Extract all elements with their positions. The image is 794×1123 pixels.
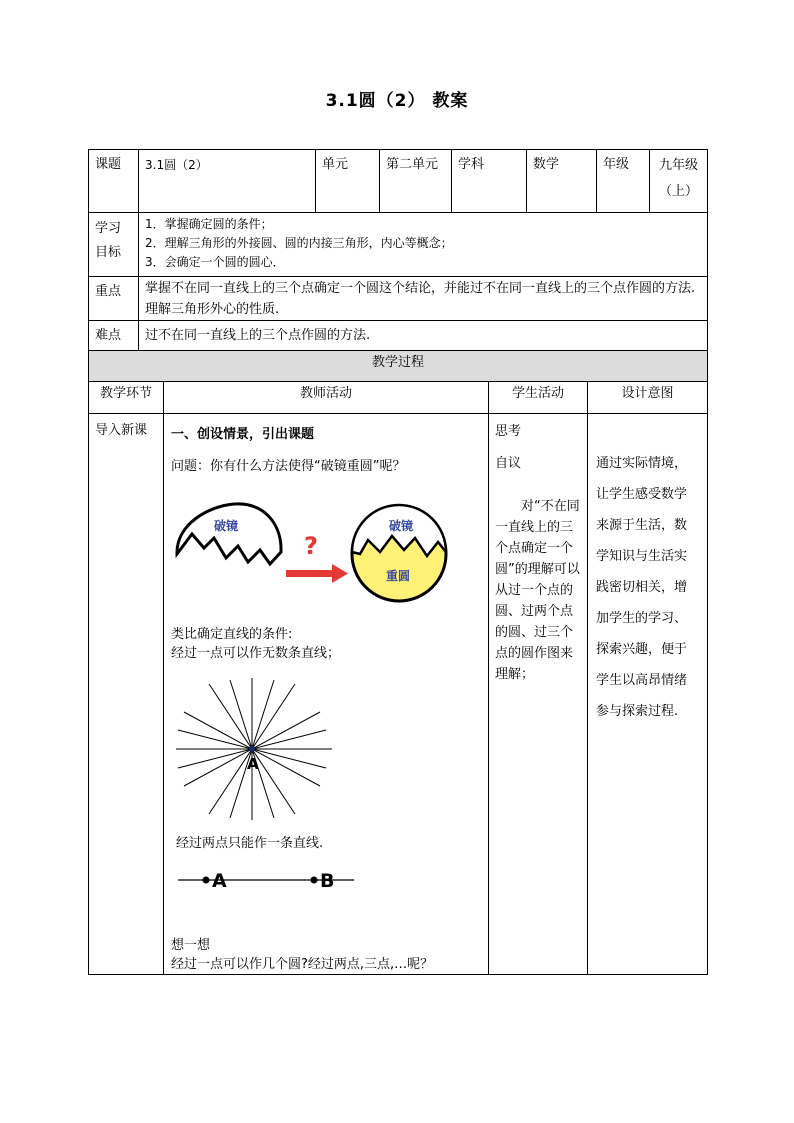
arrow-head [332, 564, 348, 583]
point-a-label: A [247, 755, 259, 773]
question-mark: ? [304, 532, 318, 560]
analogy-text [171, 625, 340, 663]
student-think: 思考 [495, 424, 522, 439]
key-label: 重点 [95, 284, 122, 299]
stage-label: 导入新课 [95, 423, 148, 438]
section-title: 一、创设情景，引出课题 [171, 427, 315, 442]
restored-top-label: 破镜 [389, 519, 414, 533]
course-value: 3.1圆（2） [145, 158, 208, 172]
goals-label: 学习目标 [95, 221, 122, 260]
two-points-text: 经过两点只能作一条直线. [176, 836, 324, 851]
broken-mirror-shape [177, 504, 281, 564]
point-b-dot-line [311, 877, 318, 884]
lesson-meta-table [88, 149, 708, 351]
broken-mirror-illustration [164, 494, 489, 694]
col-teacher: 教师活动 [164, 382, 489, 414]
restored-bottom-label: 重圆 [386, 569, 411, 583]
goals-list [139, 213, 707, 272]
think-block [171, 936, 433, 974]
difficulty-value: 过不在同一直线上的三个点作圆的方法. [145, 328, 371, 343]
col-stage: 教学环节 [89, 382, 164, 414]
design-intent: 通过实际情境，让学生感受数学来源于生活，数学知识与生活实践密切相关，增加学生的学习、探索兴趣，便于学生以高昂情绪参与探索过程. [596, 456, 688, 719]
course-label: 课题 [95, 157, 122, 172]
teaching-process-table [88, 350, 708, 975]
student-activity [489, 414, 587, 685]
think-title: 想一想 [171, 938, 211, 953]
col-student: 学生活动 [489, 382, 588, 414]
subject-label: 学科 [458, 157, 485, 172]
question-text: 问题：你有什么方法使得“破镜重圆”呢？ [171, 459, 406, 474]
page-title: 3.1圆（2） 教案 [325, 91, 469, 111]
point-a-dot-line [203, 877, 210, 884]
think-question: 经过一点可以作几个圆?经过两点,三点,…呢？ [171, 957, 434, 972]
analogy-line: 类比确定直线的条件: [171, 627, 293, 642]
unit-value: 第二单元 [386, 157, 439, 172]
broken-mirror-label: 破镜 [214, 519, 239, 533]
student-understanding: 对“不在同一直线上的三个点确定一个圆”的理解可以从过一个点的圆、过两个点的圆、过三个点的圆作图来理解； [495, 499, 580, 682]
grade-value: 九年级（上） [658, 158, 698, 199]
goal-item: 3．会确定一个圆的圆心． [145, 255, 285, 269]
point-a-dot [249, 746, 255, 752]
student-discuss: 自议 [495, 456, 522, 471]
line-through-two-points [164, 859, 364, 899]
process-header: 教学过程 [89, 351, 708, 382]
line-point-a-label: A [212, 870, 227, 892]
line-point-b-label: B [320, 870, 335, 892]
unit-label: 单元 [322, 157, 349, 172]
subject-value: 数学 [533, 157, 560, 172]
goal-item: 1．掌握确定圆的条件； [145, 217, 273, 231]
lines-through-point-diagram [164, 672, 344, 822]
one-point-line: 经过一点可以作无数条直线； [171, 646, 341, 661]
key-value: 掌握不在同一直线上的三个点确定一个圆这个结论，并能过不在同一直线上的三个点作圆的方法.理解三角形外心的性质. [145, 281, 696, 317]
goal-item: 2．理解三角形的外接圆、圆的内接三角形，内心等概念； [145, 236, 453, 250]
difficulty-label: 难点 [95, 328, 122, 343]
teacher-activity [164, 414, 489, 975]
grade-label: 年级 [603, 157, 630, 172]
arrow-shaft [286, 570, 334, 577]
col-design: 设计意图 [588, 382, 708, 414]
